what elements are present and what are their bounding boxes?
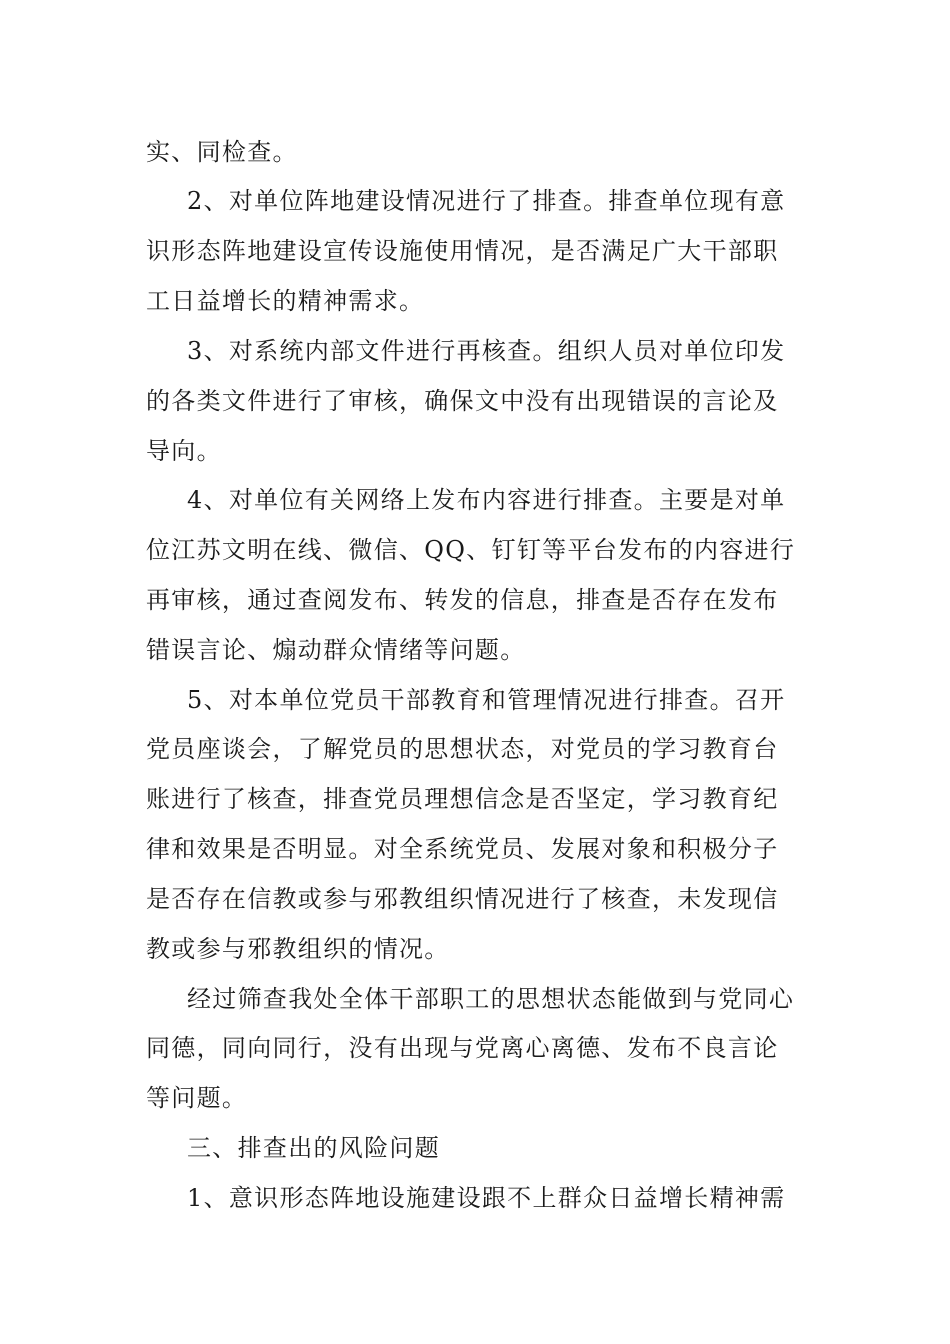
paragraph-3-line-2: 的各类文件进行了审核，确保文中没有出现错误的言论及 bbox=[146, 387, 779, 415]
paragraph-5-line-2: 党员座谈会，了解党员的思想状态，对党员的学习教育台 bbox=[146, 735, 779, 763]
summary-line-1: 经过筛查我处全体干部职工的思想状态能做到与党同心 bbox=[187, 985, 795, 1013]
summary-line-2: 同德，同向同行，没有出现与党离心离德、发布不良言论 bbox=[146, 1034, 779, 1062]
paragraph-4-line-1: 4、对单位有关网络上发布内容进行排查。主要是对单 bbox=[187, 486, 786, 514]
paragraph-4-line-4: 错误言论、煽动群众情绪等问题。 bbox=[146, 636, 526, 664]
risk-item-1-line-1: 1、意识形态阵地设施建设跟不上群众日益增长精神需 bbox=[187, 1184, 786, 1212]
paragraph-5-line-6: 教或参与邪教组织的情况。 bbox=[146, 935, 450, 963]
paragraph-5-line-5: 是否存在信教或参与邪教组织情况进行了核查，未发现信 bbox=[146, 885, 779, 913]
paragraph-3-line-3: 导向。 bbox=[146, 437, 222, 465]
section-heading: 三、排查出的风险问题 bbox=[187, 1134, 440, 1162]
text-line-1: 实、同检查。 bbox=[146, 138, 298, 166]
summary-line-3: 等问题。 bbox=[146, 1084, 248, 1112]
paragraph-5-line-4: 律和效果是否明显。对全系统党员、发展对象和积极分子 bbox=[146, 835, 779, 863]
paragraph-3-line-1: 3、对系统内部文件进行再核查。组织人员对单位印发 bbox=[187, 337, 786, 365]
paragraph-5-line-1: 5、对本单位党员干部教育和管理情况进行排查。召开 bbox=[187, 686, 786, 714]
paragraph-2-line-3: 工日益增长的精神需求。 bbox=[146, 287, 425, 315]
paragraph-2-line-2: 识形态阵地建设宣传设施使用情况，是否满足广大干部职 bbox=[146, 237, 779, 265]
paragraph-5-line-3: 账进行了核查，排查党员理想信念是否坚定，学习教育纪 bbox=[146, 785, 779, 813]
paragraph-2-line-1: 2、对单位阵地建设情况进行了排查。排查单位现有意 bbox=[187, 187, 786, 215]
paragraph-4-line-2: 位江苏文明在线、微信、QQ、钉钉等平台发布的内容进行 bbox=[146, 536, 796, 564]
paragraph-4-line-3: 再审核，通过查阅发布、转发的信息，排查是否存在发布 bbox=[146, 586, 779, 614]
